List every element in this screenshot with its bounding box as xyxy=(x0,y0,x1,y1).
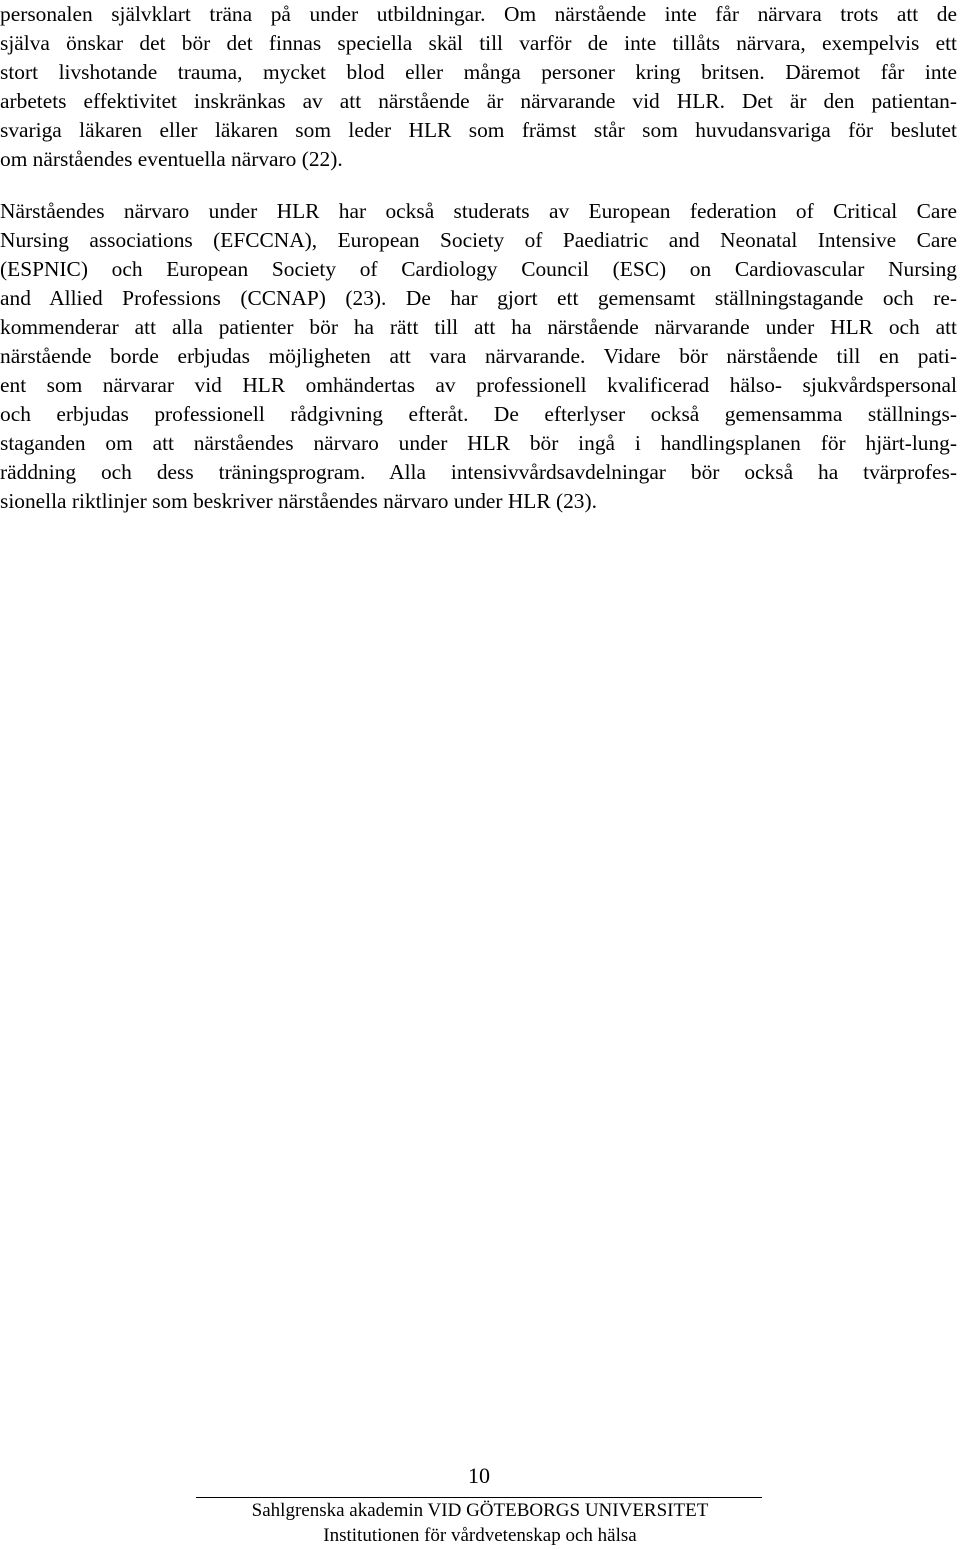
page-number: 10 xyxy=(468,1463,490,1488)
paragraph-2-line: och erbjudas professionell rådgivning efteråt. De efterlyser också gemensamma ställnings- xyxy=(0,402,957,426)
paragraph-2-line: sionella riktlinjer som beskriver närståendes närvaro under HLR (23). xyxy=(0,489,597,513)
paragraph-1-line: personalen självklart träna på under utbildningar. Om närstående inte får närvara trots att de xyxy=(0,2,957,26)
paragraph-1 xyxy=(0,0,957,174)
footer-department: Institutionen för vårdvetenskap och hälsa xyxy=(323,1525,637,1546)
paragraph-1-line: arbetets effektivitet inskränkas av att närstående är närvarande vid HLR. Det är den patientan- xyxy=(0,89,957,113)
paragraph-1-line: stort livshotande trauma, mycket blod eller många personer kring britsen. Däremot får inte xyxy=(0,60,957,84)
footer-institution: Sahlgrenska akademin VID GÖTEBORGS UNIVERSITET xyxy=(251,1500,709,1521)
paragraph-2-line: räddning och dess träningsprogram. Alla intensivvårdsavdelningar bör också ha tvärprofes- xyxy=(0,460,957,484)
paragraph-2-line: (ESPNIC) och European Society of Cardiology Council (ESC) on Cardiovascular Nursing xyxy=(0,257,957,281)
paragraph-2-line: Nursing associations (EFCCNA), European Society of Paediatric and Neonatal Intensive Care xyxy=(0,228,957,252)
paragraph-2-line: ent som närvarar vid HLR omhändertas av professionell kvalificerad hälso- sjukvårdspersonal xyxy=(0,373,957,397)
paragraph-2-line: närstående borde erbjudas möjligheten att vara närvarande. Vidare bör närstående till en pati- xyxy=(0,344,957,368)
paragraph-2-line: staganden om att närståendes närvaro under HLR bör ingå i handlingsplanen för hjärt-lung- xyxy=(0,431,957,455)
paragraph-2-line: kommenderar att alla patienter bör ha rätt till att ha närstående närvarande under HLR och att xyxy=(0,315,957,339)
paragraph-2-line: and Allied Professions (CCNAP) (23). De har gjort ett gemensamt ställningstagande och re- xyxy=(0,286,957,310)
paragraph-1-line: svariga läkaren eller läkaren som leder HLR som främst står som huvudansvariga för beslutet xyxy=(0,118,957,142)
paragraph-2-line: Närståendes närvaro under HLR har också studerats av European federation of Critical Care xyxy=(0,199,957,223)
paragraph-1-line: själva önskar det bör det finnas speciella skäl till varför de inte tillåts närvara, exempelvis ett xyxy=(0,31,957,55)
paragraph-1-line: om närståendes eventuella närvaro (22). xyxy=(0,147,343,171)
paragraph-2 xyxy=(0,197,957,516)
